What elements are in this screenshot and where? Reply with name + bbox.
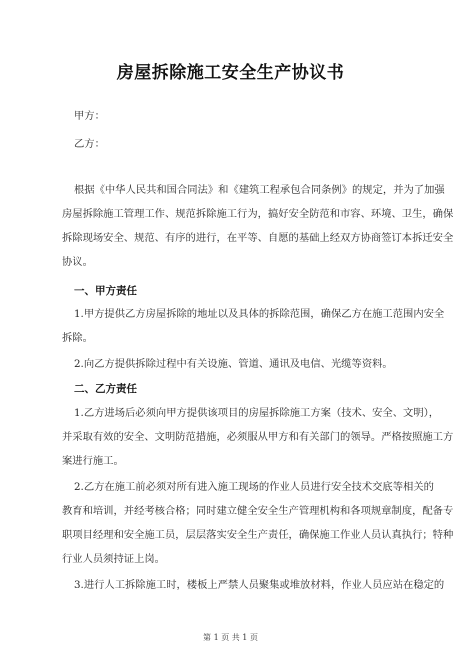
paragraph-line: 行业人员须持证上岗。 <box>62 553 165 565</box>
paragraph-line: 并采取有效的安全、文明防范措施，必须服从甲方和有关部门的领导。严格按照施工方 <box>62 431 454 443</box>
party-a-label: 甲方： <box>74 110 105 122</box>
paragraph-line: 职项目经理和安全施工员，层层落实安全生产责任，确保施工作业人员认真执行；特种 <box>62 529 454 541</box>
paragraph-line: 1.甲方提供乙方房屋拆除的地址以及具体的拆除范围，确保乙方在施工范围内安全 <box>74 308 445 320</box>
document-title: 房屋拆除施工安全生产协议书 <box>116 63 345 83</box>
preamble-line: 房屋拆除施工管理工作、规范拆除施工行为，搞好安全防范和市容、环境、卫生，确保 <box>62 208 454 220</box>
paragraph-line: 1.乙方进场后必须向甲方提供该项目的房屋拆除施工方案（技术、安全、文明）， <box>74 407 440 419</box>
paragraph-line: 案进行施工。 <box>62 455 124 467</box>
preamble-line: 根据《中华人民共和国合同法》和《建筑工程承包合同条例》的规定，并为了加强 <box>74 184 445 196</box>
page-footer: 第 1 页 共 1 页 <box>203 633 258 642</box>
section-heading-party-b: 二、乙方责任 <box>74 383 137 395</box>
preamble-line: 协议。 <box>62 256 93 268</box>
paragraph-line: 3.进行人工拆除施工时，楼板上严禁人员聚集或堆放材料，作业人员应站在稳定的 <box>74 579 445 591</box>
paragraph-line: 2.向乙方提供拆除过程中有关设施、管道、通讯及电信、光缆等资料。 <box>74 358 393 370</box>
party-b-label: 乙方： <box>74 138 105 150</box>
paragraph-line: 教育和培训，并经考核合格；同时建立健全安全生产管理机构和各项规章制度，配备专 <box>62 505 454 517</box>
paragraph-line: 拆除。 <box>62 332 93 344</box>
section-heading-party-a: 一、甲方责任 <box>74 285 137 297</box>
preamble-line: 拆除现场安全、规范、有序的进行，在平等、自愿的基础上经双方协商签订本拆迁安全 <box>62 232 454 244</box>
paragraph-line: 2.乙方在施工前必须对所有进入施工现场的作业人员进行安全技术交底等相关的 <box>74 481 434 493</box>
